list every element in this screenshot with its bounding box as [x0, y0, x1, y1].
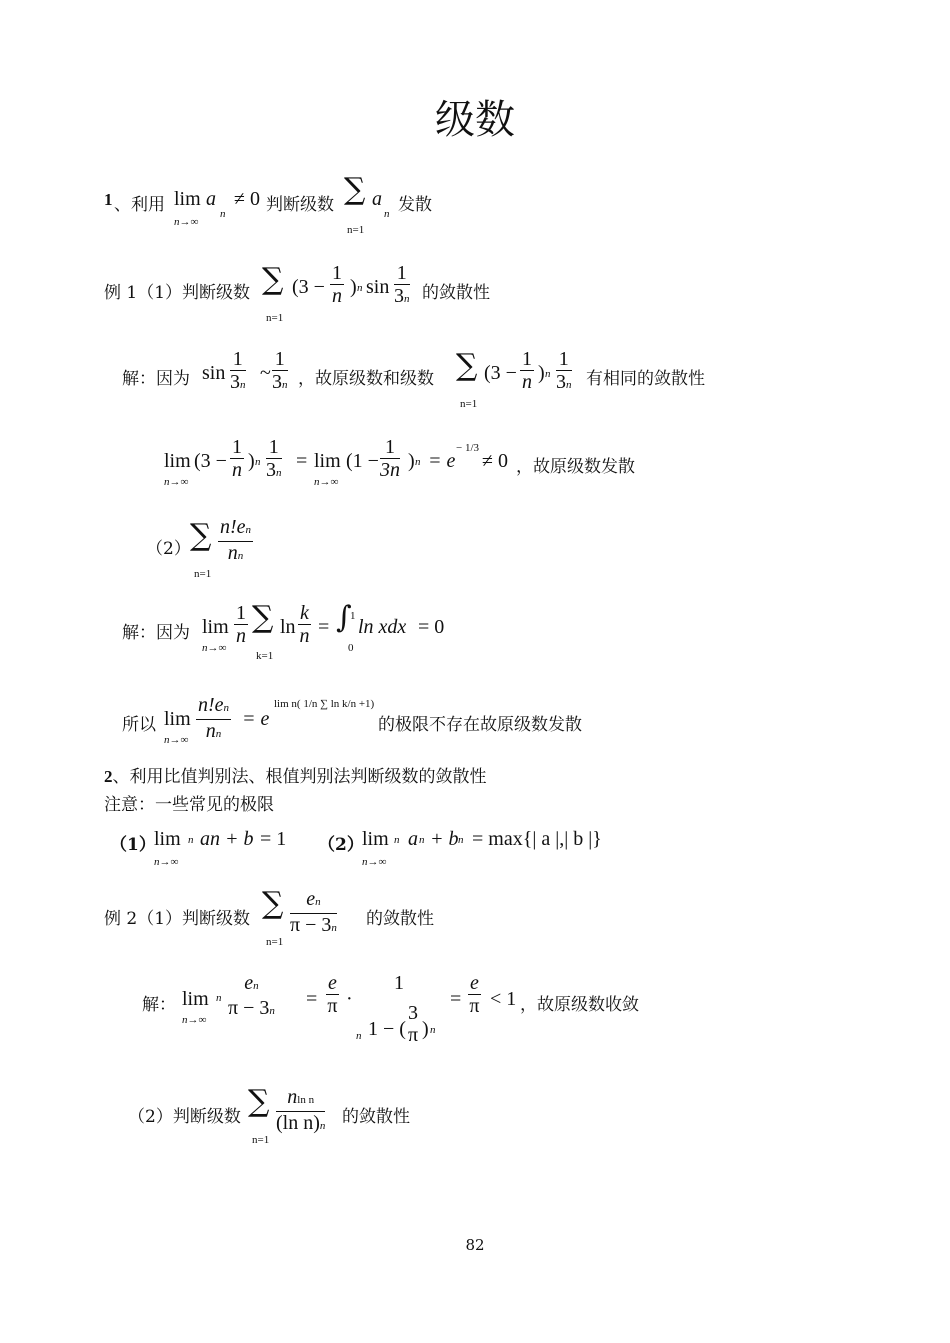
section1-sigma: ∑: [344, 172, 366, 207]
sol2-integrand: ln xdx: [358, 616, 407, 638]
sol3-eq: =: [306, 988, 318, 1010]
sol2-frac1: $\frac{1}{n}$: [236, 602, 246, 647]
limit1-root: n: [188, 834, 194, 846]
section1-a2-sub: n: [384, 208, 390, 220]
sol3-root: n: [216, 992, 222, 1004]
limit2-a: a: [408, 828, 418, 850]
sol1-frac1: $\frac{1}{3n}$: [230, 348, 246, 393]
sol1-tilde: ~: [260, 362, 271, 384]
sol1b-neq: ≠ 0: [482, 450, 508, 472]
sol2-int-upper: 1: [350, 610, 356, 622]
section1-lim: lim: [174, 188, 201, 210]
sol1-frac4: $\frac{1}{3n}$: [556, 348, 572, 393]
sol2b-label: 所以: [122, 715, 156, 735]
sol1b-close2: ): [408, 450, 415, 472]
sol2b-suffix: 的极限不存在故原级数发散: [378, 715, 582, 735]
sol1-sin: sin: [202, 362, 226, 384]
sol2b-exponent: lim n( 1/n ∑ ln k/n +1): [274, 698, 375, 710]
sol1b-lim2-sub: n→∞: [314, 476, 339, 488]
limit2-b: + b: [430, 828, 459, 850]
example1-suffix: 的敛散性: [422, 283, 490, 303]
ex1-2-sigma: ∑: [190, 518, 212, 553]
sol1-label: 解：因为: [122, 369, 190, 389]
sol2-ln: ln: [280, 616, 296, 638]
limit1-lim-sub: n→∞: [154, 856, 179, 868]
limit2-eq: = max{| a |,| b |}: [472, 828, 602, 850]
sol3-close: ): [422, 1018, 429, 1040]
sol3-one: 1: [394, 972, 404, 994]
sol1b-expr-b: (1 −: [346, 450, 379, 472]
sol1b-exp2: n: [415, 456, 421, 468]
sol1b-frac2: $\frac{1}{3n}$: [266, 436, 282, 481]
limit2-a-exp: n: [419, 834, 425, 846]
example1-frac: $\frac{1}{n}$: [332, 262, 342, 307]
sol3-lim: lim: [182, 988, 209, 1010]
sol1-frac3: $\frac{1}{n}$: [522, 348, 532, 393]
section1-lim-sub: n→∞: [174, 216, 199, 228]
sol3-root2: n: [356, 1030, 362, 1042]
sol1-exp: n: [545, 368, 551, 380]
sol2-integral: ∫: [336, 600, 352, 635]
example1-frac2: $\frac{1}{3n}$: [394, 262, 410, 307]
example2-sigma-sub: n=1: [266, 936, 284, 948]
sol1b-eq2: = e: [428, 450, 456, 472]
limit1-lim: lim: [154, 828, 181, 850]
limit2-b-exp: n: [458, 834, 464, 846]
sol2b-eq: = e: [242, 708, 270, 730]
section1-a: a: [206, 188, 216, 210]
section2-note: 注意：一些常见的极限: [104, 795, 274, 815]
sol3-label: 解：: [142, 995, 176, 1015]
sol2-eq: =: [318, 616, 330, 638]
section1-a-sub: n: [220, 208, 226, 220]
page-number: 82: [465, 1236, 485, 1254]
sol1-sigma-sub: n=1: [460, 398, 478, 410]
section1-text-a: 、利用: [114, 195, 165, 215]
example2-suffix: 的敛散性: [366, 909, 434, 929]
example1-sigma-sub: n=1: [266, 312, 284, 324]
sol2-eq0: = 0: [418, 616, 445, 638]
sol3-frac3: 3 π: [407, 1002, 419, 1046]
sol1-frac2: $\frac{1}{3n}$: [272, 348, 288, 393]
example1-expr-a: (3 −: [292, 276, 325, 298]
sol3-dot: ·: [346, 988, 353, 1010]
sol1b-lim: lim: [164, 450, 191, 472]
section1-neq: ≠ 0: [234, 188, 260, 210]
example1-sin: sin: [366, 276, 390, 298]
section1-text-b: 判断级数: [266, 195, 334, 215]
sol2-sigma-sub: k=1: [256, 650, 274, 662]
ex1-2-sigma-sub: n=1: [194, 568, 212, 580]
ex2-2-suffix: 的敛散性: [342, 1107, 410, 1127]
sol1b-frac3: $\frac{1}{3n}$: [380, 436, 400, 481]
ex2-2-frac: $\frac{\text{nln n}}{\text{(ln n)n}}$: [276, 1086, 326, 1134]
limit1-expr: an + b: [200, 828, 254, 850]
sol3-frac1: en π − 3n: [228, 972, 275, 1019]
limit2-lim: lim: [362, 828, 389, 850]
sol2-int-lower: 0: [348, 642, 354, 654]
sol2b-frac: $\frac{n!en}{nn}$: [198, 694, 230, 742]
ex1-2-frac: $\frac{n!en}{nn}$: [220, 516, 252, 564]
sol1b-suffix: ，故原级数发散: [516, 457, 635, 477]
section2-number: 2: [104, 767, 113, 786]
section1-text-c: 发散: [398, 195, 432, 215]
sol3-lim-sub: n→∞: [182, 1014, 207, 1026]
page-title: 级数: [435, 97, 515, 143]
sol1b-expr-a: (3 −: [194, 450, 227, 472]
sol1-expr-a: (3 −: [484, 362, 517, 384]
example2-frac: $\frac{en}{\pi - 3n}$: [290, 888, 337, 936]
limit2-root: n: [394, 834, 400, 846]
sol1-close: ): [538, 362, 545, 384]
sol1b-frac1: $\frac{1}{n}$: [232, 436, 242, 481]
sol3-den2: 1 − (: [368, 1018, 406, 1040]
sol1-mid: ，故原级数和级数: [298, 369, 434, 389]
sol1b-lim2: lim: [314, 450, 341, 472]
sol2-lim-sub: n→∞: [202, 642, 227, 654]
section2-heading: [104, 762, 487, 787]
sol1-suffix: 有相同的敛散性: [586, 369, 705, 389]
sol1b-exponent: − 1/3: [456, 442, 480, 454]
sol1b-lim-sub: n→∞: [164, 476, 189, 488]
sol3-close-exp: n: [430, 1024, 436, 1036]
section1-a2: a: [372, 188, 382, 210]
sol3-lt1: < 1: [490, 988, 517, 1010]
sol1b-exp: n: [255, 456, 261, 468]
sol1-sigma: ∑: [456, 348, 478, 383]
ex2-2-sigma: ∑: [248, 1084, 270, 1119]
example2-sigma: ∑: [262, 886, 284, 921]
sol3-suffix: ，故原级数收敛: [520, 995, 639, 1015]
sol3-frac4: $\frac{e}{\pi}$: [469, 972, 480, 1017]
sol2b-lim-sub: n→∞: [164, 734, 189, 746]
example1-label: 例 1（1）判断级数: [104, 283, 251, 303]
sol1b-close: ): [248, 450, 255, 472]
sol1b-eq: =: [296, 450, 308, 472]
example1-sigma: ∑: [262, 262, 284, 297]
limit1-eq: = 1: [260, 828, 287, 850]
sol2b-lim: lim: [164, 708, 191, 730]
sol3-eq2: =: [450, 988, 462, 1010]
sol2-sigma: ∑: [252, 600, 274, 635]
section1-sigma-sub: n=1: [347, 224, 365, 236]
section1-number: 1: [104, 190, 113, 209]
sol2-frac2: $\frac{k}{n}$: [299, 602, 310, 647]
ex2-2-label: （2）判断级数: [128, 1107, 241, 1127]
section2-text: 、利用比值判别法、根值判别法判断级数的敛散性: [112, 767, 487, 787]
example1-exp: n: [357, 282, 363, 294]
example2-label: 例 2（1）判断级数: [104, 909, 251, 929]
example1-expr-b: ): [350, 276, 357, 298]
sol2-label: 解：因为: [122, 623, 190, 643]
sol2-lim: lim: [202, 616, 229, 638]
ex2-2-sigma-sub: n=1: [252, 1134, 270, 1146]
sol3-frac2: $\frac{e}{\pi}$: [327, 972, 338, 1017]
limit2-lim-sub: n→∞: [362, 856, 387, 868]
limit2-label: （2）: [318, 835, 364, 855]
limit1-label: （1）: [110, 835, 156, 855]
ex1-2-label: （2）: [146, 539, 191, 559]
